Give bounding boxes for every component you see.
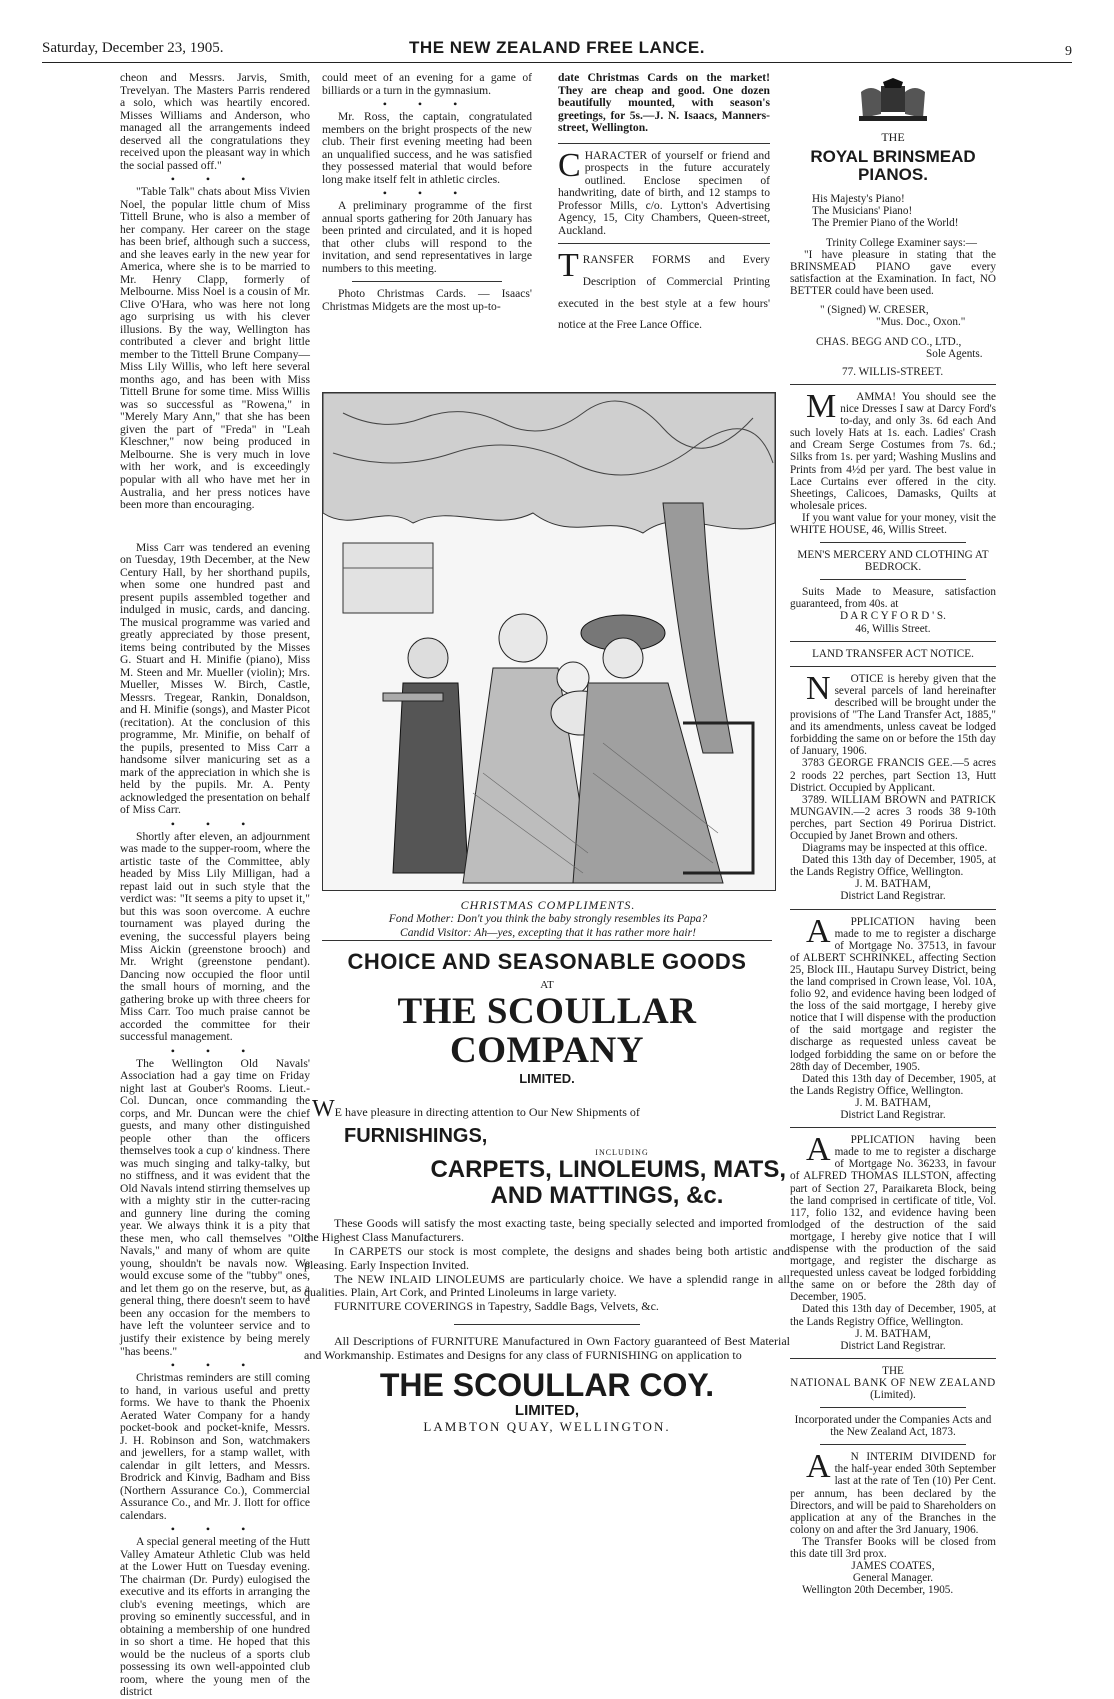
brinsmead-advertisement: [790, 78, 996, 378]
scoullar-body-2: In CARPETS our stock is most complete, the designs and shades being both artistic and pleasing. Early Inspection Invited.: [304, 1244, 790, 1272]
land-transfer-item-1: 3783 GEORGE FRANCIS GEE.—5 acres 2 roods 22 perches, part Section 13, Hutt District. Occupied by Applicant.: [790, 757, 996, 794]
column-1: [120, 71, 310, 1699]
brinsmead-agents: CHAS. BEGG AND CO., LTD.,: [816, 335, 962, 348]
divider: [790, 666, 996, 667]
old-navals-paragraph: The Wellington Old Navals' Association had a gay time on Friday night last at Gouber's Rooms. Lieut.-Col. Duncan, once commanding the corps, and Mr. Duncan were the chief guests, and many other distinguished people other than the officers themselves took a cup o' kindness. There was much singing and talky-talky, but no stiffness, and it was evident that the Old Navals intend stirring themselves up with a mighty stir in the cutter-racing and gunnery line during the coming year. We always think it is a pity that these men, who call themselves "Old Navals," and many of whom are quite young, shouldn't be navals now. We would excuse some of the "tubby" ones, and let them go on the reserve, but, as a general thing, there doesn't seem to have been any occasion for the members to have left the volunteer service and to justify their existence by being merely "has beens.": [120, 1056, 310, 1358]
scoullar-coy-limited: LIMITED,: [514, 1402, 580, 1420]
supper-paragraph: Shortly after eleven, an adjournment was made to the supper-room, where the artistic taste of the Committee, ably headed by Miss Lily Milligan, had a repast laid out in such style that the verdict was: "It seems a pity to upset it," but this was soon overcome. A euchre tournament was played during the evening, the successful players being Miss Aickin (greenstone brooch) and Mr. Wright (greenstone pendant). Dancing now occupied the floor until the small hours of morning, and the gathering broke up with three cheers for Miss Carr. Too much praise cannot be accorded the committee for their successful management.: [120, 829, 310, 1044]
cartoon-caption: [322, 898, 774, 940]
mortgage-notice-schrinkel: [790, 912, 996, 1122]
illston-dated: Dated this 13th day of December, 1905, at the Lands Registry Office, Wellington.: [790, 1303, 996, 1328]
scoullar-address: LAMBTON QUAY, WELLINGTON.: [423, 1419, 671, 1435]
mamma-text: AMMA! You should see the nice Dresses I saw at Darcy Ford's to-day, and only 3s. 6d each And such lovely Hats at 1s. each. Ladies' Crash and Cream Serge Costumes from 7s. 6d.; Silks from 1s. per yard; Washing Muslins and Prints from 4½d per yard. The best value in Lace Curtains ever offered in the city. Sheetings, Calicoes, Damasks, Quilts at wholesale prices.: [790, 390, 996, 512]
photo-cards-paragraph: Photo Christmas Cards. — Isaacs' Christmas Midgets are the most up-to-: [322, 287, 532, 313]
illston-signature: J. M. BATHAM,: [855, 1327, 931, 1340]
land-transfer-title: LAND TRANSFER ACT NOTICE.: [812, 647, 974, 660]
issue-date: Saturday, December 23, 1905.: [42, 40, 224, 56]
divider: [454, 1324, 640, 1325]
miss-carr-paragraph: Miss Carr was tendered an evening on Tuesday, 19th December, at the New Century Hall, by her shorthand pupils, when some one hundred past and present pupils assembled together and indulged in music, cards, and dancing. The musical programme was varied and greatly appreciated by those present, items being contributed by the Misses G. Stuart and H. Minifie (piano), Miss M. Steen and Mr. Mueller (violin); Mrs. Mueller, Misses W. Birch, Castle, Messrs. Tregear, Rankin, Donaldson, and H. Minifie (songs), and Master Picot (recitation). At the conclusion of this programme, Mr. Minifie, on behalf of the pupils, presented to Miss Carr a handsome silver manicuring set as a mark of the appreciation in which she is held by the pupils. Mr. A. Penty acknowledged the presentation on behalf of Miss Carr.: [120, 540, 310, 817]
right-column: [790, 72, 996, 1642]
bank-transfer-books: The Transfer Books will be closed from this date till 3rd prox.: [790, 1535, 996, 1561]
scoullar-carpets: CARPETS, LINOLEUMS, MATS,: [430, 1155, 786, 1183]
section-dots: • • •: [382, 186, 472, 201]
brinsmead-line-4: Trinity College Examiner says:—: [826, 237, 977, 250]
darcy-fords-address: 46, Willis Street.: [855, 622, 931, 635]
drop-cap: A: [806, 912, 831, 950]
divider: [790, 1127, 996, 1128]
divider: [820, 542, 966, 543]
land-transfer-body: OTICE is hereby given that the several parcels of land hereinafter described will be brought under the provisions of "The Land Transfer Act, 1885," and its amendments, unless caveat be lodged forbidding the same on or before the 15th day of January, 1906.: [790, 672, 996, 758]
section-dots: • • •: [382, 97, 472, 112]
scoullar-headline: CHOICE AND SEASONABLE GOODS: [322, 940, 772, 975]
darcy-fords-name: D A R C Y F O R D ' S.: [840, 610, 946, 623]
divider: [558, 243, 770, 244]
brinsmead-pianos: PIANOS.: [858, 165, 928, 185]
bank-incorporated: Incorporated under the Companies Acts and the New Zealand Act, 1873.: [794, 1414, 992, 1439]
bank-the: THE: [882, 1364, 904, 1377]
table-talk-paragraph: "Table Talk" chats about Miss Vivien Noel, the popular little chum of Miss Tittell Brune, who is also a member of her company. Her career on the stage has been brief, although such a success, and she leaves early in the new year for America, where she is to be married to Mr. Henry Clapp, formerly of Melbourne. Miss Noel is a cousin of Mr. Clive O'Hara, who was here not long ago surprising us with his clever illusions. By the way, Wellington has contributed a clever and bright little member to the Tittell Brune Company—Miss Lily Willis, who left here several months ago, and has been with Miss Tittell Brune for some time. Miss Willis was so successful as "Rowena," in "Merely Mary Ann," that she has been given the part of "Freda" in "Leah Kleschner," now being produced in Melbourne. She is very much in love with her work, and is exceedingly popular with all who have met her in Australia, and her press notices have been more than encouraging.: [120, 185, 310, 512]
scoullar-advertisement: [304, 940, 790, 1435]
divider: [820, 579, 966, 580]
divider: [790, 909, 996, 910]
drop-cap: N: [806, 669, 831, 707]
divider: [790, 641, 996, 642]
drop-cap: T: [558, 247, 579, 285]
drop-cap: W: [312, 1095, 335, 1122]
athletic-club-paragraph: A special general meeting of the Hutt Valley Amateur Athletic Club was held at the Lower Hutt on Tuesday evening. The chairman (Dr. Purdy) eulogised the executive and its efforts in arranging the club's evening meetings, which are proving so eminently successful, and in obtaining a membership of one hundred in so short a time. He hoped that this would be the nucleus of a sports club possessing its own well-appointed club room, where the young men of the district: [120, 1535, 310, 1699]
mens-mercery: MEN'S MERCERY AND CLOTHING AT BEDROCK.: [797, 549, 989, 574]
bank-limited: (Limited).: [870, 1389, 916, 1402]
scoullar-body-5: All Descriptions of FURNITURE Manufactured in Own Factory guaranteed of Best Material and Workmanship. Estimates and Designs for any class of FURNISHING on application to: [304, 1334, 790, 1362]
column-3: [558, 72, 770, 384]
bank-dividend-text: N INTERIM DIVIDEND for the half-year ended 30th September last at the rate of Ten (10) Per Cent. per annum, has been declared by the Directors, and will be paid to Shareholders on application at any of the Branches in the colony on and after the 3rd January, 1906.: [790, 1451, 996, 1536]
section-dots: • • •: [170, 816, 260, 831]
scoullar-company-name: THE SCOULLAR COMPANY: [397, 991, 697, 1071]
royal-arms-icon: [853, 78, 933, 122]
character-ad-text: HARACTER of yourself or friend and prospects in the future accurately outlined. Enclose specimen of handwriting, date of birth, and 12 stamps to Professor Mills, c/o. Lytton's Advertising Agency, 15, City Chambers, Queen-street, Auckland.: [558, 148, 770, 237]
divider: [558, 143, 770, 144]
scoullar-limited: LIMITED.: [519, 1070, 575, 1086]
drop-cap: A: [806, 1131, 831, 1169]
land-transfer-signature: J. M. BATHAM,: [855, 878, 931, 891]
bank-signature: JAMES COATES,: [851, 1560, 935, 1573]
section-dots: • • •: [170, 1358, 260, 1373]
brinsmead-sole-agents: Sole Agents.: [926, 347, 983, 360]
schrinkel-role: District Land Registrar.: [840, 1109, 946, 1122]
land-transfer-inspect: Diagrams may be inspected at this office.: [802, 842, 988, 855]
christmas-cartoon-illustration: [322, 392, 776, 891]
darcy-ford-advertisement: [790, 387, 996, 635]
transfer-forms-text: RANSFER FORMS and Every Description of Commercial Printing executed in the best style at a few hours' notice at the Free Lance Office.: [558, 254, 770, 332]
national-bank-notice: [790, 1365, 996, 1597]
suits-to-measure: Suits Made to Measure, satisfaction guaranteed, from 40s. at: [790, 586, 996, 611]
drop-cap: A: [806, 1448, 831, 1486]
brinsmead-line-1: His Majesty's Piano!: [812, 192, 905, 205]
caption-line-mother: Fond Mother: Don't you think the baby strongly resembles its Papa?: [388, 912, 708, 926]
christmas-reminders-paragraph: Christmas reminders are still coming to hand, in various useful and pretty forms. We have to thank the Phoenix Aerated Water Company for a handy pocket-book and pocket-knife, Messrs. J. H. Robinson and Son, watchmakers and jewellers, for a stamp wallet, with calendar in gilt letters, and Messrs. Brodrick and Kinvig, Badham and Biss (Northern Assurance Co.), Commercial Assurance Co., and Mr. J. Ilott for office calendars.: [120, 1371, 310, 1522]
scoullar-intro-text: E have pleasure in directing attention to Our New Shipments of: [334, 1104, 640, 1119]
column-2: [322, 72, 532, 384]
scoullar-body-1: These Goods will satisfy the most exacting taste, being specially selected and imported from the Highest Class Manufacturers.: [304, 1216, 790, 1245]
divider: [352, 281, 502, 282]
brinsmead-signed: " (Signed) W. CRESER,: [820, 303, 929, 316]
land-transfer-item-2: 3789. WILLIAM BROWN and PATRICK MUNGAVIN.—2 acres 3 roods 38 9-10th perches, part Section 49 Porirua District. Occupied by Janet Brown and others.: [790, 793, 996, 842]
mamma-value: If you want value for your money, visit the WHITE HOUSE, 46, Willis Street.: [790, 511, 996, 537]
schrinkel-body: PPLICATION having been made to me to register a discharge of Mortgage No. 37513, in favour of ALBERT SCHRINKEL, affecting Section 25, Block III., Hautapu Survey District, being the land comprised in Crown lease, Vol. 10A, folio 92, and evidence having been lodged of the loss of the said mortgage, I hereby give notice that I will dispense with the production of the said mortgage and register the discharge as requested unless caveat be lodged forbidding the same on or before the 28th day of December, 1905.: [790, 915, 996, 1073]
character-ad: [558, 146, 770, 238]
page-header: [42, 32, 1072, 63]
scoullar-intro: [304, 1096, 790, 1123]
bank-date: Wellington 20th December, 1905.: [802, 1584, 954, 1597]
captain-paragraph: Mr. Ross, the captain, congratulated members on the bright prospects of the new club. Their first evening meeting had been an unqualified success, and he was satisfied they possessed material that would before long make itself felt in athletic circles.: [322, 110, 532, 186]
brinsmead-quote: "I have pleasure in stating that the BRINSMEAD PIANO gave every satisfaction at the Examination. In fact, NO BETTER could have been used.: [790, 249, 996, 298]
mamma-paragraph: [790, 387, 996, 512]
land-transfer-dated: Dated this 13th day of December, 1905, at the Lands Registry Office, Wellington.: [790, 854, 996, 879]
bank-role: General Manager.: [852, 1572, 934, 1585]
schrinkel-text: [790, 912, 996, 1073]
section-dots: • • •: [170, 1522, 260, 1537]
land-transfer-role: District Land Registrar.: [840, 890, 946, 903]
page-number: 9: [1065, 44, 1072, 59]
sports-programme-paragraph: A preliminary programme of the first annual sports gathering for 20th January has been printed and circulated, and it is hoped that other clubs will respond to the invitation, and send representatives in large numbers to this meeting.: [322, 199, 532, 275]
brinsmead-name: ROYAL BRINSMEAD: [810, 147, 976, 167]
cartoon-title: CHRISTMAS COMPLIMENTS.: [460, 898, 636, 912]
section-dots: • • •: [170, 1043, 260, 1058]
scoullar-at: AT: [540, 979, 554, 991]
transfer-forms-ad: [558, 247, 770, 337]
land-transfer-text: [790, 669, 996, 758]
cartoon-drawing: [323, 393, 775, 890]
royal-arms-emblem: [790, 78, 996, 125]
isaacs-ad: date Christmas Cards on the market! They are cheap and good. One dozen beautifully mounted, with season's greetings, for 5s.—J. N. Isaacs, Manners-street, Wellington.: [558, 71, 770, 135]
drop-cap: C: [558, 146, 581, 184]
divider: [820, 1407, 966, 1408]
social-paragraph: cheon and Messrs. Jarvis, Smith, Trevelyan. The Masters Parris rendered a solo, which was heartily encored. Misses Williams and Anderson, who managed all the arrangements indeed deserved all the congratulations they received upon the pleasant way in which the social passed off.": [120, 71, 310, 172]
land-transfer-notice: [790, 648, 996, 903]
brinsmead-line-3: The Premier Piano of the World!: [812, 216, 959, 229]
illston-role: District Land Registrar.: [840, 1339, 946, 1352]
scoullar-furnishings: FURNISHINGS,: [344, 1124, 488, 1147]
illston-text: [790, 1131, 996, 1304]
bank-dividend: [790, 1448, 996, 1536]
scoullar-coy: THE SCOULLAR COY.: [379, 1366, 715, 1403]
illston-body: PPLICATION having been made to me to register a discharge of Mortgage No. 36233, in favour of ALFRED THOMAS ILLSTON, affecting part of Section 27, Paraikareta Block, being the land comprised in certificate of title, Vol. 117, folio 132, and evidence having been lodged of the destruction of the said mortgage, I hereby give notice that I will dispense with the production of the said mortgage, and register the discharge as requested unless caveat be lodged forbidding the same on or before the 28th day of December, 1905.: [790, 1134, 996, 1304]
scoullar-including: INCLUDING: [595, 1147, 649, 1157]
divider: [820, 1444, 966, 1445]
masthead-title: THE NEW ZEALAND FREE LANCE.: [409, 38, 705, 57]
divider: [790, 384, 996, 385]
brinsmead-line-2: The Musicians' Piano!: [812, 204, 913, 217]
mortgage-notice-illston: [790, 1131, 996, 1352]
divider: [790, 1358, 996, 1359]
brinsmead-the: THE: [881, 130, 905, 145]
scoullar-body-4: FURNITURE COVERINGS in Tapestry, Saddle Bags, Velvets, &c.: [334, 1299, 659, 1314]
section-dots: • • •: [170, 172, 260, 187]
schrinkel-signature: J. M. BATHAM,: [855, 1096, 931, 1109]
scoullar-body-3: The NEW INLAID LINOLEUMS are particularly choice. We have a splendid range in all qualities. Plain, Art Cork, and Printed Linoleums in large variety.: [304, 1271, 790, 1300]
schrinkel-dated: Dated this 13th day of December, 1905, at the Lands Registry Office, Wellington.: [790, 1072, 996, 1097]
brinsmead-street: 77. WILLIS-STREET.: [842, 365, 944, 378]
scoullar-mattings: AND MATTINGS, &c.: [490, 1182, 724, 1210]
scoullar-body: [304, 1217, 790, 1362]
caption-line-visitor: Candid Visitor: Ah—yes, excepting that it has rather more hair!: [399, 926, 697, 940]
bank-name: NATIONAL BANK OF NEW ZEALAND: [790, 1376, 996, 1389]
brinsmead-degree: "Mus. Doc., Oxon.": [876, 315, 966, 328]
billiards-paragraph: could meet of an evening for a game of billiards or a turn in the gymnasium.: [322, 71, 532, 97]
drop-cap: M: [806, 387, 837, 425]
